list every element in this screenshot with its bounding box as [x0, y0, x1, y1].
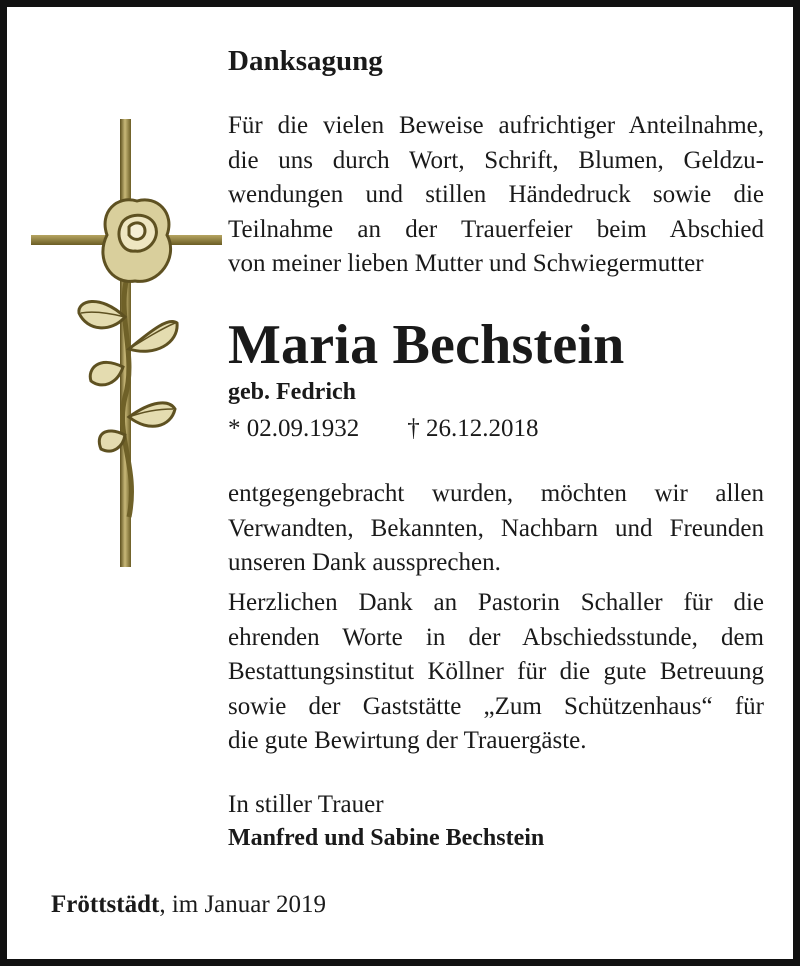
cross-with-rose-icon	[29, 117, 224, 569]
mourning-phrase: In stiller Trauer	[228, 791, 384, 818]
thanks-line: entgegengebracht wurden, möchten wir allen	[228, 480, 764, 507]
date-text: , im Januar 2019	[159, 891, 326, 918]
thanks-line: unseren Dank aussprechen.	[228, 549, 501, 576]
special-thanks-line: die gute Bewirtung der Trauergäste.	[228, 727, 587, 754]
heading-thanks: Danksagung	[228, 45, 383, 77]
thanks-line: Verwandten, Bekannten, Nachbarn und Freunden	[228, 514, 764, 542]
intro-line: wendungen und stillen Händedruck sowie die	[228, 181, 764, 208]
special-thanks-line: Herzlichen Dank an Pastorin Schaller für die	[228, 589, 764, 616]
death-date: † 26.12.2018	[407, 415, 539, 442]
place-and-date	[51, 891, 326, 919]
life-dates	[228, 415, 764, 443]
birth-date: * 02.09.1932	[228, 415, 360, 442]
intro-paragraph	[228, 109, 764, 282]
special-thanks-line: sowie der Gaststätte „Zum Schützenhaus“ für	[228, 692, 764, 720]
special-thanks-line: Bestattungsinstitut Köllner für die gute Betreuung	[228, 658, 764, 685]
deceased-name: Maria Bechstein	[228, 314, 625, 376]
intro-line: Teilnahme an der Trauerfeier beim Abschied	[228, 215, 764, 243]
intro-line: von meiner lieben Mutter und Schwiegermutter	[228, 250, 704, 277]
intro-line: Für die vielen Beweise aufrichtiger Anteilnahme,	[228, 112, 764, 139]
special-thanks-line: ehrenden Worte in der Abschiedsstunde, dem	[228, 623, 764, 651]
signers: Manfred und Sabine Bechstein	[228, 825, 545, 851]
place-name: Fröttstädt	[51, 891, 160, 918]
maiden-name: geb. Fedrich	[228, 379, 356, 405]
thanks-paragraph	[228, 477, 764, 581]
special-thanks-paragraph	[228, 586, 764, 759]
intro-line: die uns durch Wort, Schrift, Blumen, Geldzu-	[228, 146, 764, 174]
